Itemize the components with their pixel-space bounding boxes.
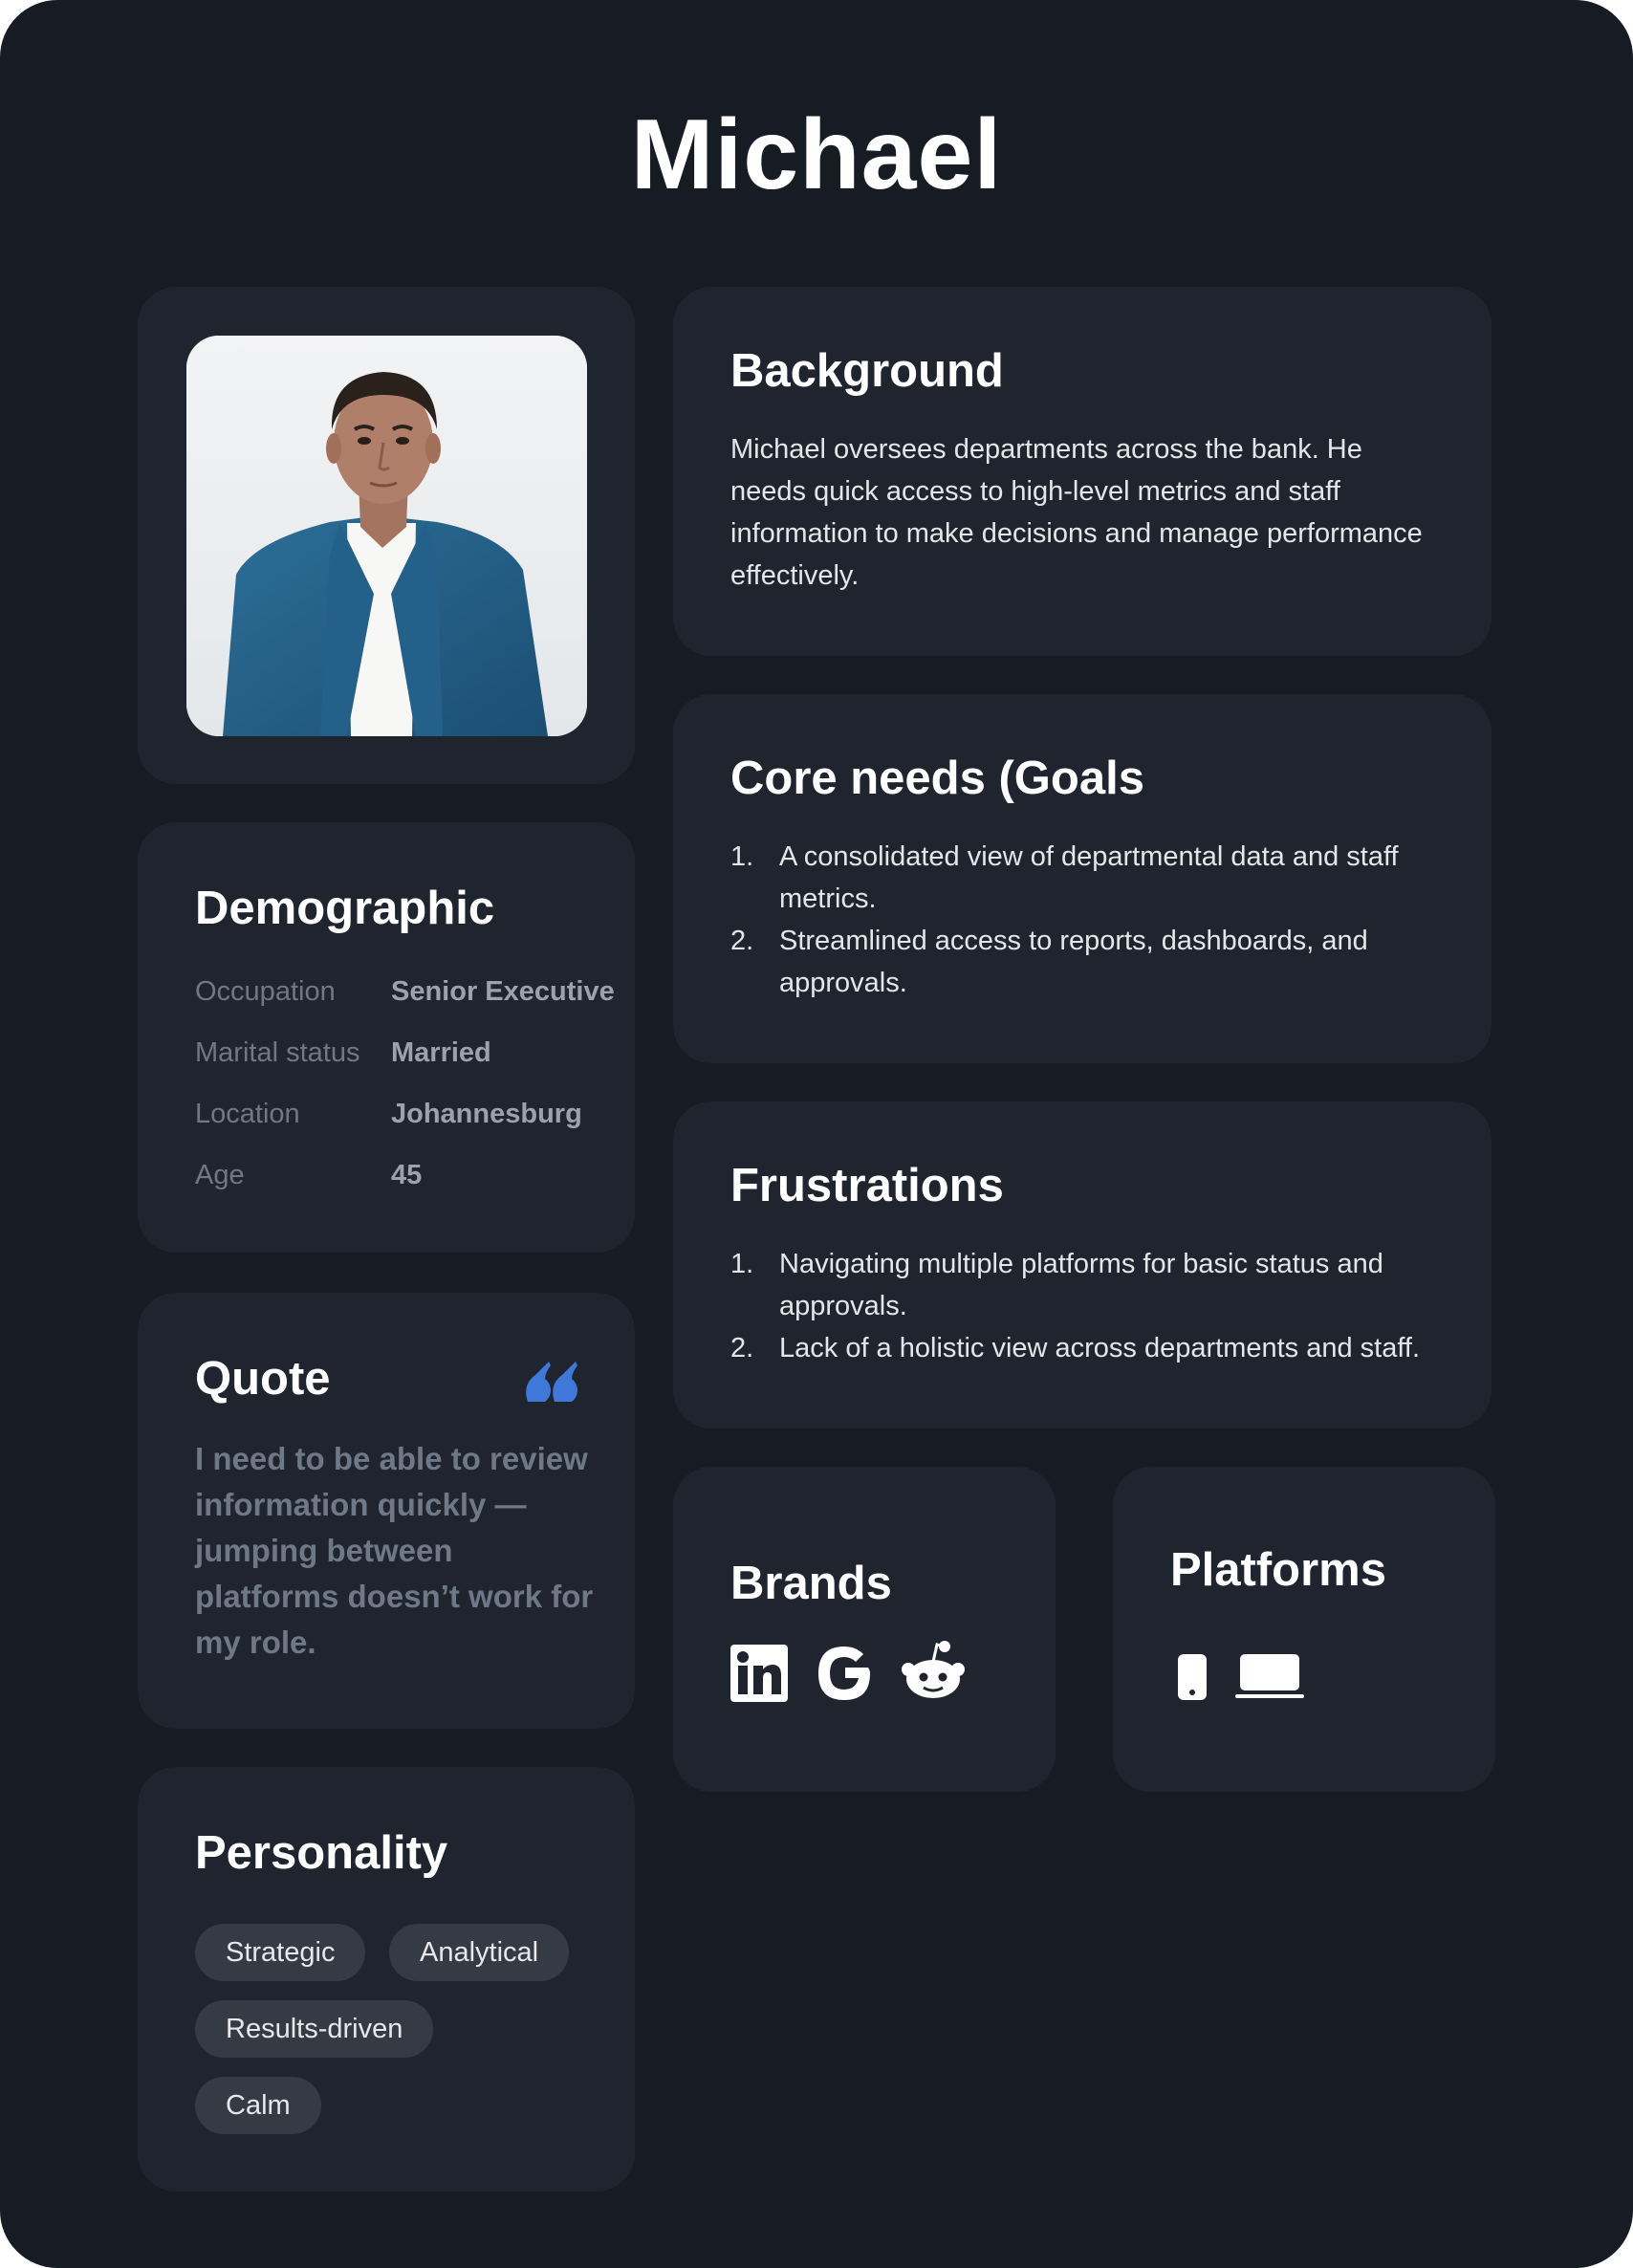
list-item <box>730 1243 1438 1327</box>
persona-photo <box>186 336 587 736</box>
laptop-icon <box>1235 1654 1304 1700</box>
demographic-value: Johannesburg <box>391 1099 582 1129</box>
list-item <box>730 920 1438 1004</box>
frustrations-list <box>730 1243 1438 1369</box>
background-text: Michael oversees departments across the bank. He needs quick access to high-level metrics and staff information to make decisions and manage performance effectively. <box>730 434 1423 591</box>
personality-card <box>138 1767 635 2192</box>
personality-tag: Strategic <box>195 1924 365 1981</box>
demographic-value: Married <box>391 1037 491 1068</box>
core-needs-list <box>730 836 1438 1004</box>
brands-card <box>673 1467 1056 1792</box>
demographic-value: Senior Executive <box>391 976 615 1007</box>
google-icon <box>815 1643 874 1704</box>
brands-title: Brands <box>730 1558 892 1609</box>
demographic-value: 45 <box>391 1160 423 1190</box>
personality-tag: Results-driven <box>195 2000 433 2058</box>
demographic-label: Age <box>195 1160 245 1190</box>
core-needs-card <box>673 694 1491 1063</box>
reddit-icon <box>901 1639 966 1704</box>
quote-card <box>138 1293 635 1729</box>
personality-title: Personality <box>195 1827 448 1879</box>
background-card <box>673 287 1491 656</box>
quote-title: Quote <box>195 1353 331 1405</box>
list-text: Streamlined access to reports, dashboards, and approvals. <box>779 926 1368 998</box>
core-needs-title: Core needs (Goals <box>730 752 1144 804</box>
list-item <box>730 1327 1438 1369</box>
list-number: 2. <box>730 926 754 956</box>
list-text: A consolidated view of departmental data and staff metrics. <box>779 841 1399 914</box>
list-number: 1. <box>730 1249 754 1279</box>
smartphone-icon <box>1178 1654 1207 1700</box>
list-text: Navigating multiple platforms for basic status and approvals. <box>779 1249 1383 1321</box>
quote-icon <box>524 1360 577 1407</box>
list-number: 1. <box>730 841 754 872</box>
persona-name: Michael <box>630 99 1003 210</box>
frustrations-card <box>673 1101 1491 1428</box>
list-text: Lack of a holistic view across departments and staff. <box>779 1333 1421 1363</box>
list-number: 2. <box>730 1333 754 1363</box>
platforms-title: Platforms <box>1170 1544 1387 1596</box>
frustrations-title: Frustrations <box>730 1160 1004 1211</box>
platforms-card <box>1113 1467 1495 1792</box>
demographic-label: Location <box>195 1099 300 1129</box>
personality-tag: Analytical <box>389 1924 569 1981</box>
quote-text: I need to be able to review information quickly — jumping between platforms doesn’t work for my role. <box>195 1441 594 1660</box>
photo-card <box>138 287 635 784</box>
demographic-label: Occupation <box>195 976 336 1007</box>
personality-tag: Calm <box>195 2077 321 2134</box>
background-title: Background <box>730 345 1004 397</box>
demographic-card <box>138 822 635 1253</box>
list-item <box>730 836 1438 920</box>
linkedin-icon <box>730 1645 788 1702</box>
demographic-title: Demographic <box>195 883 495 934</box>
demographic-label: Marital status <box>195 1037 360 1068</box>
